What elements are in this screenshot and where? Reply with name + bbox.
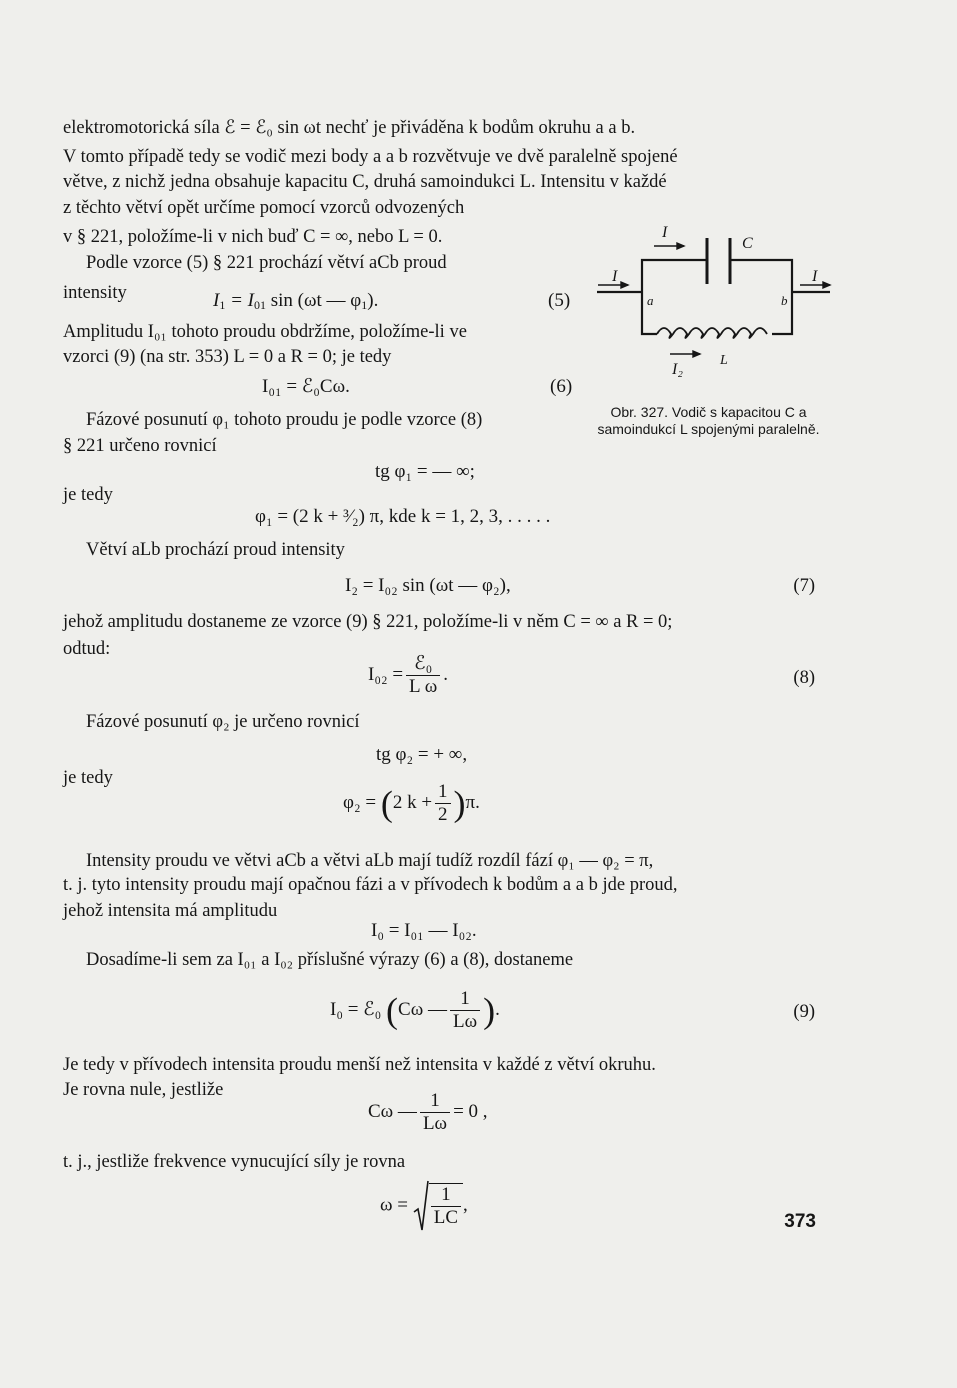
- text-line: jehož intensita má amplitudu: [63, 901, 278, 921]
- equation-number: (8): [793, 668, 815, 688]
- label-I-left: I: [612, 268, 618, 285]
- text-line: v § 221, položíme-li v nich buď C = ∞, nebo L = 0.: [63, 227, 443, 247]
- label-L: L: [720, 353, 728, 368]
- text-line: elektromotorická síla ℰ = ℰ₀ sin ωt nechť je přiváděna k bodům okruhu a a b.: [63, 118, 636, 138]
- equation-7: I₂ = I₀₂ sin (ωt — φ₂),: [345, 575, 511, 596]
- text-line: intensity: [63, 283, 127, 303]
- label-a: a: [647, 293, 654, 308]
- equation-phi1: φ₁ = (2 k + ³⁄₂) π, kde k = 1, 2, 3, . . . . .: [255, 506, 551, 527]
- equation-number: (5): [548, 290, 571, 311]
- equation-phi2: φ₂ = (2 k + $\frac{1}{2}$ )π.: [343, 781, 480, 825]
- text-line: Fázové posunutí φ₂ je určeno rovnicí: [86, 712, 360, 732]
- circuit-diagram: [592, 222, 842, 392]
- label-C: C: [742, 235, 753, 252]
- text-line: t. j. tyto intensity proudu mají opačnou fázi a v přívodech k bodům a a b jde proud,: [63, 875, 678, 895]
- page-number: 373: [784, 1211, 816, 1232]
- inductor-coil: [657, 328, 767, 338]
- equation-tg1: tg φ₁ = — ∞;: [375, 461, 475, 482]
- text-line: Intensity proudu ve větvi aCb a větvi aLb mají tudíž rozdíl fází φ₁ — φ₂ = π,: [86, 851, 654, 871]
- equation-9: I₀ = ℰ₀ (Cω — $\frac{1}{L\omega}$ ).: [330, 988, 500, 1032]
- text-line: t. j., jestliže frekvence vynucující síly je rovna: [63, 1152, 406, 1172]
- equation-6: I₀₁ = ℰ₀Cω.: [262, 376, 350, 397]
- equation-I0: I₀ = I₀₁ — I₀₂.: [371, 920, 477, 941]
- label-I2: I₂: [672, 361, 683, 378]
- equation-omega: ω = $\frac{1}{LC}$ ,: [380, 1180, 468, 1232]
- equation-tg2: tg φ₂ = + ∞,: [376, 744, 468, 765]
- equation-number: (9): [793, 1002, 815, 1022]
- text-line: odtud:: [63, 639, 111, 659]
- text-line: je tedy: [63, 485, 113, 505]
- figure-caption: Obr. 327. Vodič s kapacitou C a samoindukcí L spojenými paralelně.: [597, 404, 820, 437]
- label-I-top: I: [662, 224, 668, 241]
- text-line: V tomto případě tedy se vodič mezi body a a b rozvětvuje ve dvě paralelně spojené: [63, 147, 678, 167]
- equation-8: I₀₂ = $\frac{\text{ℰ₀}}{\text{L ω}}$ .: [368, 653, 448, 697]
- equation-number: (7): [793, 576, 815, 596]
- wire: [730, 260, 792, 292]
- equation-5: $I_1 = I_{01}$ sin (ωt — $\varphi_1$).: [213, 290, 379, 312]
- capacitor-plates: [707, 238, 730, 284]
- label-b: b: [781, 293, 788, 308]
- equation-resonance: Cω — $\frac{1}{L\omega}$ = 0 ,: [368, 1090, 488, 1134]
- text-line: vzorci (9) (na str. 353) L = 0 a R = 0; je tedy: [63, 347, 392, 367]
- wire: [642, 260, 707, 292]
- text-line: Amplitudu I₀₁ tohoto proudu obdržíme, položíme-li ve: [63, 322, 467, 342]
- text-line: jehož amplitudu dostaneme ze vzorce (9) § 221, položíme-li v něm C = ∞ a R = 0;: [63, 612, 673, 632]
- text-line: Dosadíme-li sem za I₀₁ a I₀₂ příslušné výrazy (6) a (8), dostaneme: [86, 950, 574, 970]
- text-line: Větví aLb prochází proud intensity: [86, 540, 345, 560]
- text-line: větve, z nichž jedna obsahuje kapacitu C, druhá samoindukci L. Intensitu v každé: [63, 172, 667, 192]
- label-I-right: I: [812, 268, 818, 285]
- text-line: je tedy: [63, 768, 113, 788]
- text-line: Fázové posunutí φ₁ tohoto proudu je podle vzorce (8): [86, 410, 483, 430]
- equation-number: (6): [550, 376, 573, 397]
- text-line: Je tedy v přívodech intensita proudu menší než intensita v každé z větví okruhu.: [63, 1055, 656, 1075]
- text-line: Je rovna nule, jestliže: [63, 1080, 224, 1100]
- text-line: Podle vzorce (5) § 221 prochází větví aCb proud: [86, 253, 447, 273]
- text-line: § 221 určeno rovnicí: [63, 436, 217, 456]
- text-line: z těchto větví opět určíme pomocí vzorců odvozených: [63, 198, 465, 218]
